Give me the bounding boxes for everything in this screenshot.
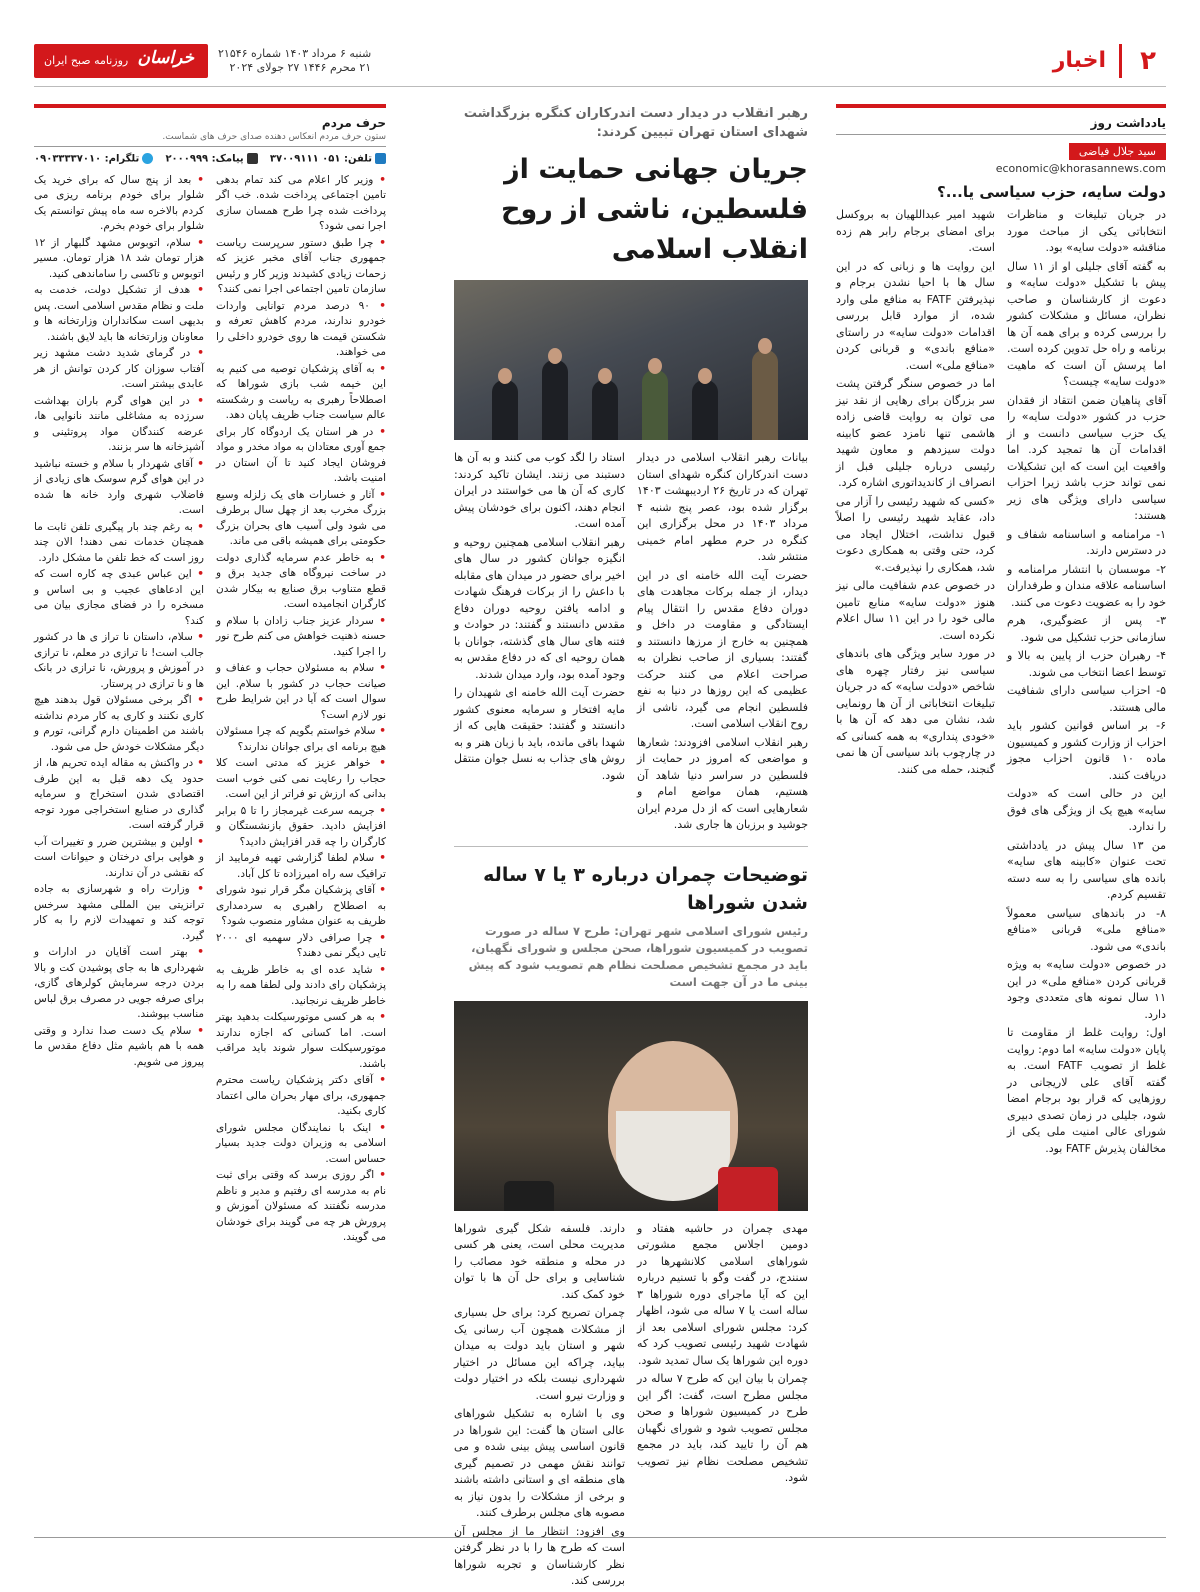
news2-paragraph: وی افزود: انتظار ما از مجلس آن است که طرح ها را با در نظر گرفتن نظر کارشناسان و تجربه شوراها بررسی کند. (454, 1524, 625, 1587)
logo-name: خراسان (137, 48, 194, 68)
reader-message: • سلام به مسئولان حجاب و عفاف و صیانت حجاب در کشور با سلام. این سوال است که آیا در این شرایط طرح نور لازم است؟ (216, 661, 386, 723)
opinion-body-left (836, 207, 995, 1159)
opinion-accent-bar (836, 104, 1166, 108)
masthead (34, 44, 1166, 78)
phone-icon (375, 153, 386, 164)
news2-paragraph: دارند. فلسفه شکل گیری شوراها مدیریت محلی است، یعنی هر کسی در محله و منطقه خود مصائب را شناسایی و برای حل آن ها با توان خود کمک کند. (454, 1221, 625, 1301)
news1-kicker: رهبر انقلاب در دیدار دست اندرکاران کنگره بزرگداشت شهدای استان تهران تبیین کردند: (463, 106, 808, 140)
news2-headline: توضیحات چمران درباره ۳ یا ۷ ساله شدن شوراها (483, 863, 808, 914)
contact-phone (270, 153, 386, 165)
news1-photo (454, 280, 808, 440)
news2-paragraph: چمران تصریح کرد: برای حل بسیاری از مشکلات همچون آب رسانی یک شهر و استان باید دولت به میدان بیاید، چراکه این مسائل در اختیار شهرداری نیست بلکه در اختیار دولت و وزارت نیرو است. (454, 1306, 625, 1402)
reader-message: • وزارت راه و شهرسازی به جاده ترانزیتی بین المللی مشهد سرخس توجه کند و تمهیدات لازم را به کار گیرد. (34, 882, 204, 944)
microphone-icon (718, 1167, 778, 1211)
reader-message: • به آقای پزشکیان توصیه می کنیم به این خیمه شب بازی شوراها که اصطلاحاً رهبری به ریاست و رشکسته عالم سیاست جناب ظریف پایان دهد. (216, 362, 386, 424)
microphone-icon (504, 1181, 554, 1211)
people-messages (34, 173, 386, 1247)
photo-figure (752, 350, 778, 440)
reader-message: • بهتر است آقایان در ادارات و شهرداری ها به جای پوشیدن کت و بالا بردن درجه سرمایش کولرهای گازی، برای صرفه جویی در مصرف برق لباس مناسب بپوشند. (34, 945, 204, 1023)
author-email: economic@khorasannews.com (995, 162, 1166, 175)
reader-message: • جریمه سرعت غیرمجاز را تا ۵ برابر افزایش دادید. حقوق بازنشستگان و کارگران را چه قدر افزایش دادید؟ (216, 804, 386, 851)
reader-message: • چرا صرافی دلار سهمیه ای ۲۰۰۰ تایی دیگر نمی دهند؟ (216, 931, 386, 962)
reader-message: • آقای شهردار با سلام و خسته نباشید در این هوای گرم سوسک های زیادی از فاضلاب شهری وارد خانه ها شده است. (34, 457, 204, 519)
photo-figure (492, 380, 518, 440)
news2-paragraph: مهدی چمران در حاشیه هفتاد و دومین اجلاس مجمع مشورتی شوراهای اسلامی کلانشهرها در سنندج، در گفت وگو با تسنیم درباره این که آیا ماجرای دوره شوراها ۳ ساله است یا ۷ ساله می شود، اظهار کرد: مجلس شورای اسلامی بعد از شهادت شهید رئیسی تصویب کرد که دوره این شوراها یک سال تمدید شود. (637, 1221, 809, 1367)
people-tag-sub: ستون حرف مردم انعکاس دهنده صدای حرف های شماست. (34, 132, 386, 147)
people-tag: حرف مردم (321, 116, 386, 130)
photo-figure-head (498, 368, 512, 384)
opinion-paragraph: ۵- احزاب سیاسی دارای شفافیت مالی هستند. (1007, 684, 1166, 714)
reader-message: • به هر کسی موتورسیکلت بدهید بهتر است. اما کسانی که اجازه ندارند موتورسیکلت سوار شوند باید مراقب باشند. (216, 1010, 386, 1072)
reader-message: • آقای پزشکیان مگر قرار نبود شورای به اصطلاح راهبری به سردمداری ظریف به عنوان مشاور منصوب شود؟ (216, 883, 386, 930)
reader-message: • در گرمای شدید دشت مشهد زیر آفتاب سوزان کار کردن توانش از هر عابدی بیشتر است. (34, 346, 204, 393)
news1-body-left (454, 450, 625, 836)
reader-message: • اینک با نمایندگان مجلس شورای اسلامی به وزیران دولت جدید بسیار حساس است. (216, 1121, 386, 1168)
news1-paragraph: بیانات رهبر انقلاب اسلامی در دیدار دست اندرکاران کنگره شهدای استان تهران که در تاریخ ۲۶ اردیبهشت ۱۴۰۳ برگزار شده بود، عصر پنج شنبه ۴ مرداد ۱۴۰۳ در محل برگزاری این کنگره در حرم مطهر امام خمینی منتشر شد. (637, 451, 808, 563)
photo-figure-head (598, 368, 612, 384)
news1-paragraph: استاد را لگد کوب می کنند و به آن ها دستبند می زنند. ایشان تاکید کردند: کاری که آن ها می خواستند در ایران انجام دهند، اکنون برای خودشان پیش آمده است. (454, 451, 625, 530)
reader-message: • هدف از تشکیل دولت، خدمت به ملت و نظام مقدس اسلامی است. پس بدیهی است سکانداران وزارتخانه ها و معاونان وزارتخانه ها باید لایق باشند. (34, 283, 204, 345)
news-divider (454, 846, 808, 847)
reader-message: • در هر استان یک اردوگاه کار برای جمع آوری معتادان به مواد مخدر و مواد فروشان ایجاد کنید تا آن استان در امنیت باشد. (216, 425, 386, 487)
photo-figure-head (548, 348, 562, 364)
photo-figure (642, 370, 668, 440)
sms-icon (247, 153, 258, 164)
people-messages-left (34, 173, 204, 1247)
opinion-paragraph: «کسی که شهید رئیسی را آزار می داد، عقاید شهید رئیسی را اصلاً قبول نداشت، اختلال ایجاد می کرد، حتی وقتی به همکاری دعوت شد، همکاری را نپذیرفت.» (836, 494, 995, 574)
telegram-label: تلگرام: (104, 153, 140, 165)
opinion-paragraph: در جریان تبلیغات و مناظرات انتخاباتی یکی از مباحث مورد مناقشه «دولت سایه» بود. (1007, 208, 1166, 254)
reader-message: • در واکنش به مقاله ایده تحریم ها، از حدود یک دهه قبل به این طرف اقتصادی شدن استخراج و سرمایه گذاری در صنایع استخراجی مورد توجه قرار گرفته است. (34, 756, 204, 834)
reader-message: • سلام، اتوبوس مشهد گلبهار از ۱۲ هزار تومان شد ۱۸ هزار تومان. مسیر اتوبوس و تاکسی را ساماندهی کنید. (34, 236, 204, 283)
reader-message: • به رغم چند بار پیگیری تلفن ثابت ما همچنان خدمات نمی دهند! الان چند روز است که خط تلفن ما مشکل دارد. (34, 520, 204, 567)
news2-subhead: رئیس شورای اسلامی شهر تهران: طرح ۷ ساله در صورت تصویب در کمیسیون شوراها، صحن مجلس و شورای نگهبان، باید در مجمع تشخیص مصلحت نظام هم تصویب شود که پیش بینی ما در آن جهت است (468, 923, 808, 989)
opinion-paragraph: این روایت ها و زبانی که در این سال ها با احیا نشدن برجام و نپذیرفتن FATF به منافع ملی وارد شده، از موارد قابل بررسی اقدامات «دولت سایه» در راستای «منافع باندی» و قربانی کردن «منافع ملی» است. (836, 259, 996, 372)
opinion-paragraph: شهید امیر عبداللهیان به بروکسل برای امضای برجام رابر هم زده است. (836, 208, 995, 254)
news1-paragraph: رهبر انقلاب اسلامی همچنین روحیه و انگیزه جوانان کشور در سال های اخیر برای حضور در میدان های مقابله با داعش را از برکات فرهنگ شهادت و ادامه یافتن روحیه دوران دفاع مقدس دانستند و گفتند: در حوادث و فتنه های سال های گذشته، جوانان با همان روحیه ای که در دفاع مقدس به وجود آمده بود، وارد میدان شدند. (454, 535, 625, 681)
opinion-paragraph: ۸- در باندهای سیاسی معمولاً «منافع ملی» قربانی «منافع باندی» می شود. (1007, 906, 1166, 953)
photo-figure-head (698, 368, 712, 384)
opinion-paragraph: این در حالی است که «دولت سایه» هیچ یک از ویژگی های فوق را ندارد. (1007, 787, 1166, 833)
section-title: اخبار (1052, 48, 1106, 73)
photo-figure-head (758, 338, 772, 354)
reader-message: • سلام، داستان نا تراز ی ها در کشور جالب است! نا ترازی در معلم، نا ترازی در آموزش و پرورش، نا ترازی در بانک ها و نا ترازی در پرستار. (34, 630, 204, 692)
sms-number: ۲۰۰۰۹۹۹ (165, 153, 209, 165)
opinion-paragraph: ۱- مرامنامه و اساسنامه شفاف و در دسترس دارند. (1007, 527, 1166, 557)
news-column (454, 104, 809, 1587)
opinion-paragraph: ۲- موسسان با انتشار مرامنامه و اساسنامه علاقه مندان و طرفداران خود را به عضویت دعوت می کنند. (1007, 562, 1166, 609)
news2-body-left (454, 1221, 625, 1592)
news2-body (454, 1221, 808, 1592)
opinion-paragraph: ۶- بر اساس قوانین کشور باید احزاب از وزارت کشور و کمیسیون ماده ۱۰ قانون احزاب مجوز دریافت کنند. (1007, 719, 1166, 782)
news1-paragraph: رهبر انقلاب اسلامی افزودند: شعارها و مواضعی که امروز در حمایت از فلسطین در سراسر دنیا شاهد آن هستیم، همان مواضع امام و شعارهایی است که از دل مردم ایران جوشید و برزبان ها جاری شد. (637, 735, 808, 831)
newspaper-logo (34, 44, 208, 78)
opinion-column (836, 104, 1166, 1530)
opinion-body-right (1007, 207, 1166, 1159)
people-accent-bar (34, 104, 386, 108)
reader-message: • آقای دکتر پزشکیان ریاست محترم جمهوری، برای مهار بحران مالی اعتماد کاری بکنید. (216, 1073, 386, 1120)
photo-figure (592, 380, 618, 440)
photo-beard (616, 1111, 730, 1201)
reader-message: • وزیر کار اعلام می کند تمام بدهی تامین اجتماعی پرداخت شده. خب اگر پرداخت شده چرا طرح همسان سازی اجرا نمی شود؟ (216, 173, 386, 235)
contact-bar (34, 153, 386, 165)
news2-photo (454, 1001, 808, 1211)
opinion-paragraph: در مورد سایر ویژگی های باندهای سیاسی نیز رفتار چهره های شاخص «دولت سایه» که در جریان تبلیغات انتخاباتی از آن ها رونمایی شد، نشان می دهد که آن ها با «خودی پنداری» به همه کسانی که در چارچوب باند سیاسی آن ها نمی گنجند، حمله می کنند. (836, 647, 995, 776)
reader-message: • بعد از پنج سال که برای خرید یک شلوار برای خودم برنامه ریزی می کردم بالاخره سه ماه پیش توانستم یک شلوار برای خودم بخرم. (34, 173, 204, 235)
opinion-tag: یادداشت روز (836, 116, 1166, 135)
reader-message: • چرا طبق دستور سرپرست ریاست جمهوری جناب آقای مخبر عزیز که زحمات زیادی کشیدند وزیر کار و رئیس سازمان تامین اجتماعی اجرا نمی کنند؟ (216, 236, 386, 298)
reader-message: • آثار و خسارات های یک زلزله وسیع بزرگ مخرب بعد از چهل سال برطرف می شود ولی آسیب های بحران بزرگ حکومتی برای همیشه باقی می ماند. (216, 488, 386, 550)
contact-telegram (34, 153, 153, 165)
reader-message: • در این هوای گرم باران بهداشت سرزده به مشاغلی مانند نانوایی ها، عرضه کنندگان مواد پروتئینی و آشپزخانه ها سر بزنند. (34, 394, 204, 456)
opinion-body (836, 207, 1166, 1159)
opinion-paragraph: در خصوص «دولت سایه» به ویژه قربانی کردن «منافع ملی» در این ۱۱ سال نمونه های متعددی وجود دارد. (1007, 958, 1166, 1021)
opinion-title: دولت سایه، حزب سیاسی یا...؟ (937, 183, 1166, 201)
news1-paragraph: حضرت آیت الله خامنه ای در این دیدار، از جمله برکات مجاهدت های دوران دفاع مقدس را انتقال پیام ایستادگی و مقاومت در داخل و همچنین به خارج از مرزها دانستند و گفتند: بسیاری از صاحب نظران به صراحت اعلام می کنند حرکت عظیمی که این روزها در دنیا به نفع فلسطین انجام می گیرد، ناشی از روح انقلاب اسلامی است. (637, 568, 808, 730)
phone-label: تلفن: (343, 153, 372, 165)
opinion-paragraph: به گفته آقای جلیلی او از ۱۱ سال پیش با تشکیل «دولت سایه» و دعوت از کارشناسان و صاحب نظران، مسائل و مشکلات کشور را بررسی کرده و برای همه آن ها برنامه و راه حل تدوین کرده است. اما پرسش آن است که ماهیت «دولت سایه» چیست؟ (1007, 259, 1167, 388)
news2-paragraph: چمران با بیان این که طرح ۷ ساله در مجلس مطرح است، گفت: اگر این طرح در کمیسیون شوراها و صحن مجلس تصویب شود و شورای نگهبان هم آن را تایید کند، باید در مجمع تشخیص مصلحت نظام نیز تصویب شود. (637, 1372, 808, 1484)
sms-label: پیامک: (211, 153, 244, 165)
opinion-author: سید جلال فیاضی (1069, 143, 1166, 160)
page-number: ۲ (1140, 46, 1156, 76)
issue-date (218, 47, 371, 75)
opinion-paragraph: ۴- رهبران حزب از پایین به بالا و توسط اعضا انتخاب می شوند. (1007, 649, 1166, 679)
contact-sms (165, 153, 257, 165)
reader-message: • این عباس عبدی چه کاره است که این ادعاهای عجیب و بی اساس و مسخره را در فضای مجازی بیان می کند؟ (34, 567, 204, 629)
reader-message: • ۹۰ درصد مردم توانایی واردات خودرو ندارند، مردم کاهش تعرفه و شکستن قیمت ها روی خودرو داخلی را می خواهند. (216, 299, 386, 361)
opinion-paragraph: آقای پناهیان ضمن انتقاد از فقدان حزب در کشور «دولت سایه» را یک حزب سیاسی دانست و از اقدامات آن ها تمجید کرد. اما واقعیت این است که این تشکیلات نمی تواند حزب باشد زیرا احزاب سیاسی دارای ویژگی های زیر هستند: (1007, 393, 1166, 522)
issue-date-line-2: ۲۱ محرم ۱۴۴۶ ۲۷ جولای ۲۰۲۴ (229, 61, 372, 74)
reader-message: • سردار عزیز جناب زادان با سلام و حسنه ذهنیت خواهش می کنم طرح نور را اجرا کنید. (216, 614, 386, 661)
reader-message: • شاید عده ای به خاطر ظریف به پزشکیان رای دادند ولی لطفا همه را به خاطر ظریف نرنجانید. (216, 963, 386, 1010)
logo-tagline: روزنامه صبح ایران (44, 54, 129, 67)
news2-paragraph: وی با اشاره به تشکیل شوراهای عالی استان ها گفت: این شوراها در قانون اساسی پیش بینی شده و می توانند نقش مهمی در تصمیم گیری های منطقه ای و استانی داشته باشند و برخی از مشکلات را بدون نیاز به مصوبه های مجلس برطرف کنند. (454, 1407, 625, 1519)
people-column (34, 104, 386, 1530)
page-bottom-rule (34, 1537, 1166, 1538)
reader-message: • به خاطر عدم سرمایه گذاری دولت در ساخت نیروگاه های جدید برق و قطع متناوب برق صنایع به بیکار شدن کارگران انجامیده است. (216, 551, 386, 613)
reader-message: • اگر روزی برسد که وقتی برای ثبت نام به مدرسه ای رفتیم و مدیر و ناظم مدرسه نگفتند که مسئولان آموزش و پرورش هر چه می گویند برای خودشان می گویند. (216, 1168, 386, 1246)
photo-figure-head (648, 358, 662, 374)
issue-date-line-1: شنبه ۶ مرداد ۱۴۰۳ شماره ۲۱۵۴۶ (218, 47, 372, 60)
masthead-accent-bar (1119, 44, 1122, 78)
news1-headline: جریان جهانی حمایت از فلسطین، ناشی از روح انقلاب اسلامی (501, 154, 808, 265)
reader-message: • اگر برخی مسئولان قول بدهند هیچ کاری نکنند و کاری به کار مردم نداشته باشند من اطمینان دارم گرانی، تورم و دیگر مشکلات خودش حل می شود. (34, 693, 204, 755)
masthead-divider (34, 86, 1166, 87)
photo-figure (692, 380, 718, 440)
opinion-paragraph: ۳- پس از عضوگیری، هرم سازمانی حزب تشکیل می شود. (1007, 614, 1166, 644)
photo-figure (542, 360, 568, 440)
news1-body-right (637, 450, 808, 836)
telegram-icon (142, 153, 153, 164)
news2-body-right (637, 1221, 808, 1592)
opinion-paragraph: اول: روایت غلط از مقاومت تا پایان «دولت سایه» اما دوم: روایت غلط از تصویب FATF است. به گفته آقای علی لاریجانی در روزهایی که قرار بود برجام امضا شود، جلیلی در زمان تصدی دبیری شورای عالی امنیت ملی یکی از مخالفان پذیرش FATF بود. (1007, 1026, 1166, 1155)
opinion-paragraph: من ۱۳ سال پیش در یادداشتی تحت عنوان «کابینه های سایه» بانده های سیاسی را به سه دسته تقسیم کردم. (1007, 838, 1166, 901)
reader-message: • خواهر عزیز که مدتی است کلا حجاب را رعایت نمی کنی خوب است بدانی که ارزش تو فراتر از این است. (216, 756, 386, 803)
telegram-number: ۰۹۰۳۳۳۳۷۰۱۰ (34, 153, 102, 165)
news1-paragraph: حضرت آیت الله خامنه ای شهیدان را مایه افتخار و سرمایه معنوی کشور دانستند و گفتند: حقیقت هایی که از شهدا باقی مانده، باید با زبان هنر و به روش های جذاب به نسل جوان منتقل شود. (454, 686, 625, 782)
opinion-paragraph: در خصوص عدم شفافیت مالی نیز هنوز «دولت سایه» منابع تامین مالی خود را در این ۱۱ سال اعلام نکرده است. (836, 579, 995, 642)
reader-message: • سلام یک دست صدا ندارد و وقتی همه با هم باشیم مثل دفاع مقدس ما پیروز می شویم. (34, 1024, 204, 1071)
news1-body (454, 450, 808, 836)
phone-number: ۰۵۱ ۳۷۰۰۹۱۱۱ (269, 153, 341, 165)
reader-message: • اولین و بیشترین ضرر و تغییرات آب و هوایی برای درختان و حیوانات است که نقشی در آن ندارند. (34, 835, 204, 882)
reader-message: • سلام خواستم بگویم که چرا مسئولان هیچ برنامه ای برای جوانان ندارند؟ (216, 724, 386, 755)
reader-message: • سلام لطفا گزارشی تهیه فرمایید از ترافیک سه راه امیرزاده تا کل آباد. (216, 851, 386, 882)
opinion-paragraph: اما در خصوص سنگر گرفتن پشت سر بزرگان برای رهایی از نقد نیز می توان به روایت قاضی زاده هاشمی تنها نامزد عضو کابینه دولت سیزدهم و معاون شهید رئیسی درباره جلیلی قبل از انصراف از کاندیداتوری اشاره کرد. (836, 377, 995, 489)
people-messages-right (216, 173, 386, 1247)
